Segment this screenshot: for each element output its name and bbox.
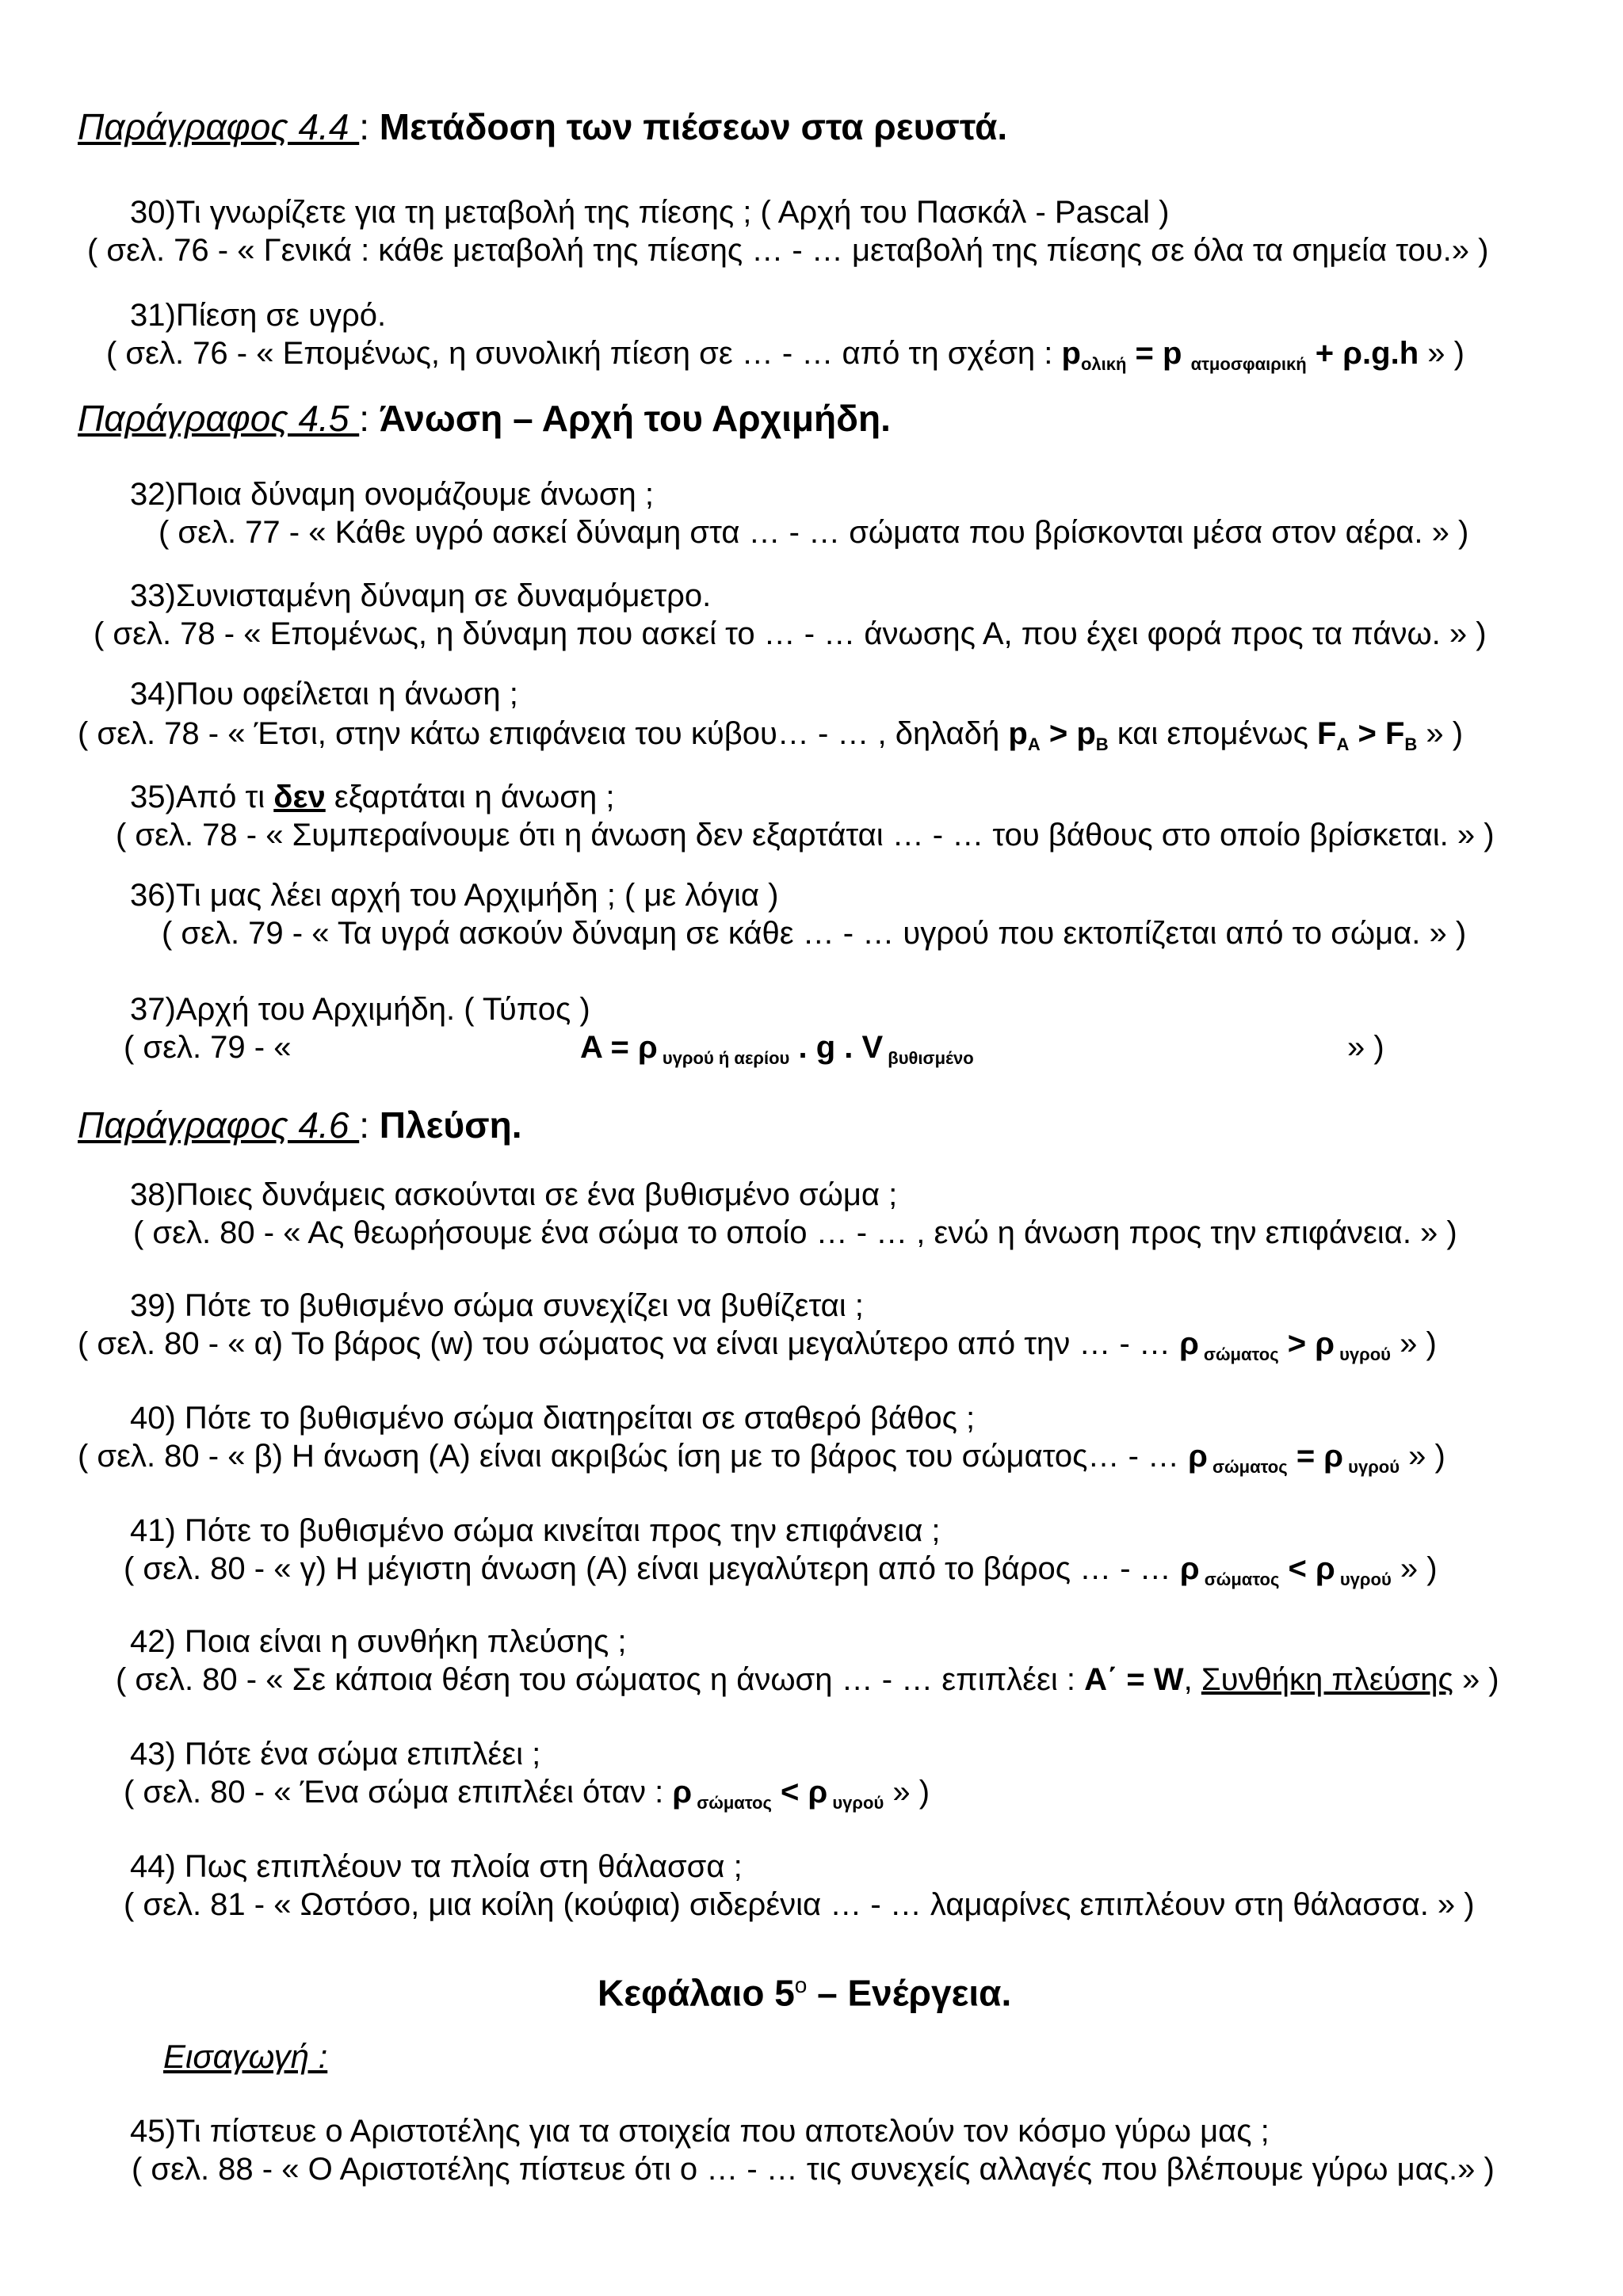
section-separator: : bbox=[359, 106, 380, 147]
question-41: 41) Πότε το βυθισμένο σώμα κινείται προς την επιφάνεια ; bbox=[130, 1513, 941, 1548]
reference-30: ( σελ. 76 - « Γενικά : κάθε μεταβολή της πίεσης … - … μεταβολή της πίεσης σε όλα τα σημεία του.» ) bbox=[87, 233, 1489, 268]
floating-condition-label: Συνθήκη πλεύσης bbox=[1201, 1662, 1453, 1697]
reference-43: ( σελ. 80 - « Ένα σώμα επιπλέει όταν : ρ $_{\sigma ώ\mu\alpha\tau o\varsigma}$ < ρ $_{\upsilon\gamma\rho oύ}$ » ) bbox=[124, 1775, 930, 1813]
question-39: 39) Πότε το βυθισμένο σώμα συνεχίζει να βυθίζεται ; bbox=[130, 1288, 864, 1323]
question-40: 40) Πότε το βυθισμένο σώμα διατηρείται σε σταθερό βάθος ; bbox=[130, 1401, 976, 1436]
section-title: Πλεύση. bbox=[379, 1104, 522, 1146]
question-32: 32)Ποια δύναμη ονομάζουμε άνωση ; bbox=[130, 477, 654, 512]
reference-42: ( σελ. 80 - « Σε κάποια θέση του σώματος η άνωση … - … επιπλέει : Α΄ = W, Συνθήκη πλεύσης » ) bbox=[116, 1662, 1499, 1697]
reference-39: ( σελ. 80 - « α) Το βάρος (w) του σώματος να είναι μεγαλύτερο από την … - … ρ $_{\sigma ώ\mu\alpha\tau o\varsigma}$ > ρ $_{\upsilon\gamma\rho oύ}$ » ) bbox=[78, 1326, 1437, 1364]
section-heading-4-6 bbox=[78, 1103, 522, 1147]
emphasis-not: δεν bbox=[273, 780, 326, 814]
section-heading-4-4 bbox=[78, 105, 1007, 149]
intro-heading: Εισαγωγή : bbox=[163, 2038, 328, 2075]
section-label: Παράγραφος 4.6 bbox=[78, 1104, 360, 1146]
reference-37: ( σελ. 79 - « bbox=[124, 1030, 292, 1065]
reference-35: ( σελ. 78 - « Συμπεραίνουμε ότι η άνωση δεν εξαρτάται … - … του βάθους στο οποίο βρίσκεται. » ) bbox=[116, 818, 1495, 852]
question-35: 35)Από τι δεν εξαρτάται η άνωση ; bbox=[130, 780, 615, 814]
section-heading-4-5 bbox=[78, 396, 891, 441]
question-38: 38)Ποιες δυνάμεις ασκούνται σε ένα βυθισμένο σώμα ; bbox=[130, 1177, 898, 1212]
reference-45: ( σελ. 88 - « Ο Αριστοτέλης πίστευε ότι ο … - … τις συνεχείς αλλαγές που βλέπουμε γύρω μας.» ) bbox=[132, 2152, 1495, 2187]
chapter-heading: Κεφάλαιο $5^o$ – Ενέργεια. bbox=[598, 1972, 1012, 2014]
question-43: 43) Πότε ένα σώμα επιπλέει ; bbox=[130, 1737, 541, 1772]
question-42: 42) Ποια είναι η συνθήκη πλεύσης ; bbox=[130, 1624, 627, 1659]
question-37: 37)Αρχή του Αρχιμήδη. ( Τύπος ) bbox=[130, 992, 590, 1027]
section-label: Παράγραφος 4.5 bbox=[78, 398, 360, 439]
reference-36: ( σελ. 79 - « Τα υγρά ασκούν δύναμη σε κάθε … - … υγρού που εκτοπίζεται από το σώμα. » ) bbox=[162, 916, 1467, 951]
question-45: 45)Τι πίστευε ο Αριστοτέλης για τα στοιχεία που αποτελούν τον κόσμο γύρω μας ; bbox=[130, 2114, 1270, 2149]
question-31: 31)Πίεση σε υγρό. bbox=[130, 298, 387, 333]
question-34: 34)Που οφείλεται η άνωση ; bbox=[130, 677, 518, 711]
floating-condition-formula: Α΄ = W bbox=[1084, 1662, 1184, 1697]
reference-32: ( σελ. 77 - « Κάθε υγρό ασκεί δύναμη στα … - … σώματα που βρίσκονται μέσα στον αέρα. » ) bbox=[158, 515, 1469, 550]
reference-37-close: » ) bbox=[1347, 1030, 1384, 1065]
reference-34: ( σελ. 78 - « Έτσι, στην κάτω επιφάνεια του κύβου… - … , δηλαδή $p_A > p_B$ και επομένως $F_A > F_B$ » ) bbox=[78, 716, 1464, 754]
question-30: 30)Τι γνωρίζετε για τη μεταβολή της πίεσης ; ( Αρχή του Πασκάλ - Pascal ) bbox=[130, 195, 1170, 230]
archimedes-formula: A = ρ $_{\upsilon\gamma\rho oύ ή \alpha\varepsilon\rho ίo\upsilon}$ . g . V $_{\beta\upsilon\theta\iota\sigma\mu έ\nu o}$ bbox=[580, 1030, 974, 1068]
section-title: Μετάδοση των πιέσεων στα ρευστά. bbox=[379, 106, 1008, 147]
reference-41: ( σελ. 80 - « γ) Η μέγιστη άνωση (Α) είναι μεγαλύτερη από το βάρος … - … ρ $_{\sigma ώ\mu\alpha\tau o\varsigma}$ < ρ $_{\upsilon\gamma\rho oύ}$ » ) bbox=[124, 1551, 1438, 1589]
section-separator: : bbox=[359, 1104, 380, 1146]
section-separator: : bbox=[359, 398, 380, 439]
reference-31: ( σελ. 76 - « Επομένως, η συνολική πίεση σε … - … από τη σχέση : $p_{o\lambda\iota\kappa ή} = p$ $_{\alpha\tau\mu o\sigma\varphi\alpha\iota\rho\iota\kappa ή}$ + ρ.g.h » ) bbox=[106, 336, 1465, 374]
reference-38: ( σελ. 80 - « Ας θεωρήσουμε ένα σώμα το οποίο … - … , ενώ η άνωση προς την επιφάνεια. » ) bbox=[133, 1215, 1457, 1250]
reference-40: ( σελ. 80 - « β) Η άνωση (Α) είναι ακριβώς ίση με το βάρος του σώματος… - … ρ $_{\sigma ώ\mu\alpha\tau o\varsigma}$ = ρ $_{\upsilon\gamma\rho oύ}$ » ) bbox=[78, 1439, 1445, 1477]
question-36: 36)Τι μας λέει αρχή του Αρχιμήδη ; ( με λόγια ) bbox=[130, 878, 779, 913]
question-44: 44) Πως επιπλέουν τα πλοία στη θάλασσα ; bbox=[130, 1849, 743, 1884]
question-33: 33)Συνισταμένη δύναμη σε δυναμόμετρο. bbox=[130, 578, 712, 613]
reference-33: ( σελ. 78 - « Επομένως, η δύναμη που ασκεί το … - … άνωσης Α, που έχει φορά προς τα πάνω. » ) bbox=[94, 616, 1487, 651]
reference-44: ( σελ. 81 - « Ωστόσο, μια κοίλη (κούφια) σιδερένια … - … λαμαρίνες επιπλέουν στη θάλασσα. » ) bbox=[124, 1887, 1475, 1922]
section-label: Παράγραφος 4.4 bbox=[78, 106, 360, 147]
section-title: Άνωση – Αρχή του Αρχιμήδη. bbox=[379, 398, 891, 439]
